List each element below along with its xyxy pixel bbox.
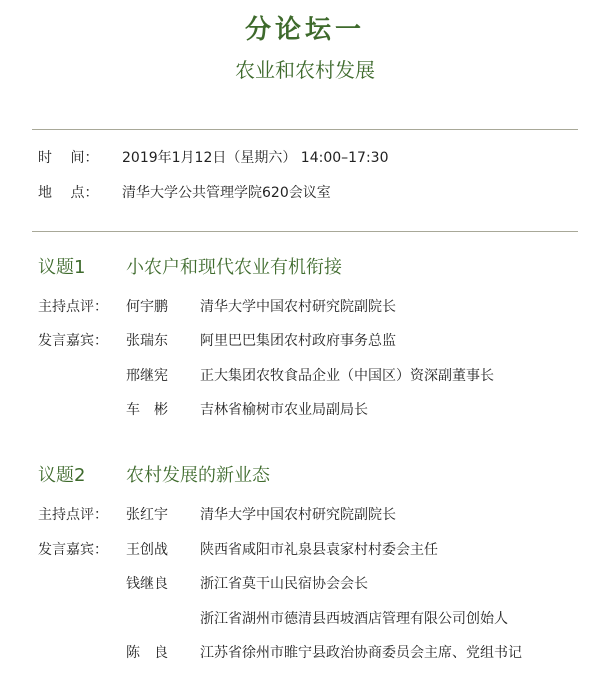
top-divider: [32, 129, 578, 130]
person-title: 清华大学中国农村研究院副院长: [200, 507, 396, 523]
person-name: 邢继宪: [126, 368, 168, 384]
person-name: 张瑞东: [126, 333, 168, 349]
person-row: [38, 364, 578, 388]
person-row: [38, 572, 578, 596]
person-role: 发言嘉宾：: [38, 333, 108, 349]
topic-2-title: 农村发展的新业态: [126, 465, 270, 486]
topic-1-title: 小农户和现代农业有机衔接: [126, 257, 342, 278]
person-row: [38, 607, 578, 631]
topic-2-number: 议题2: [38, 465, 86, 486]
person-row: [38, 295, 578, 319]
person-row: [38, 329, 578, 353]
middle-divider: [32, 231, 578, 232]
person-role: 发言嘉宾：: [38, 542, 108, 558]
person-row: [38, 641, 578, 665]
time-label: 时 间：: [38, 150, 99, 166]
person-title: 清华大学中国农村研究院副院长: [200, 299, 396, 315]
person-row: [38, 503, 578, 527]
person-name: 车 彬: [126, 402, 168, 418]
person-title: 阿里巴巴集团农村政府事务总监: [200, 333, 396, 349]
person-title: 陕西省咸阳市礼泉县袁家村村委会主任: [200, 542, 438, 558]
time-value: 2019年1月12日（星期六） 14:00–17:30: [122, 150, 389, 166]
person-name: 何宇鹏: [126, 299, 168, 315]
forum-title: 分论坛一: [244, 15, 365, 45]
person-row: [38, 538, 578, 562]
location-label: 地 点：: [38, 185, 99, 201]
person-row: [38, 398, 578, 422]
person-name: 张红宇: [126, 507, 168, 523]
person-name: 陈 良: [126, 645, 168, 661]
topic-1-number: 议题1: [38, 257, 86, 278]
location-value: 清华大学公共管理学院620会议室: [122, 185, 331, 201]
person-title: 浙江省湖州市德清县西坡酒店管理有限公司创始人: [200, 611, 508, 627]
forum-subtitle: 农业和农村发展: [235, 58, 375, 82]
person-title: 江苏省徐州市睢宁县政治协商委员会主席、党组书记: [200, 645, 522, 661]
person-name: 王创战: [126, 542, 168, 558]
person-title: 吉林省榆树市农业局副局长: [200, 402, 368, 418]
person-role: 主持点评：: [38, 299, 108, 315]
person-role: 主持点评：: [38, 507, 108, 523]
person-title: 正大集团农牧食品企业（中国区）资深副董事长: [200, 368, 494, 384]
person-name: 钱继良: [126, 576, 168, 592]
person-title: 浙江省莫干山民宿协会会长: [200, 576, 368, 592]
